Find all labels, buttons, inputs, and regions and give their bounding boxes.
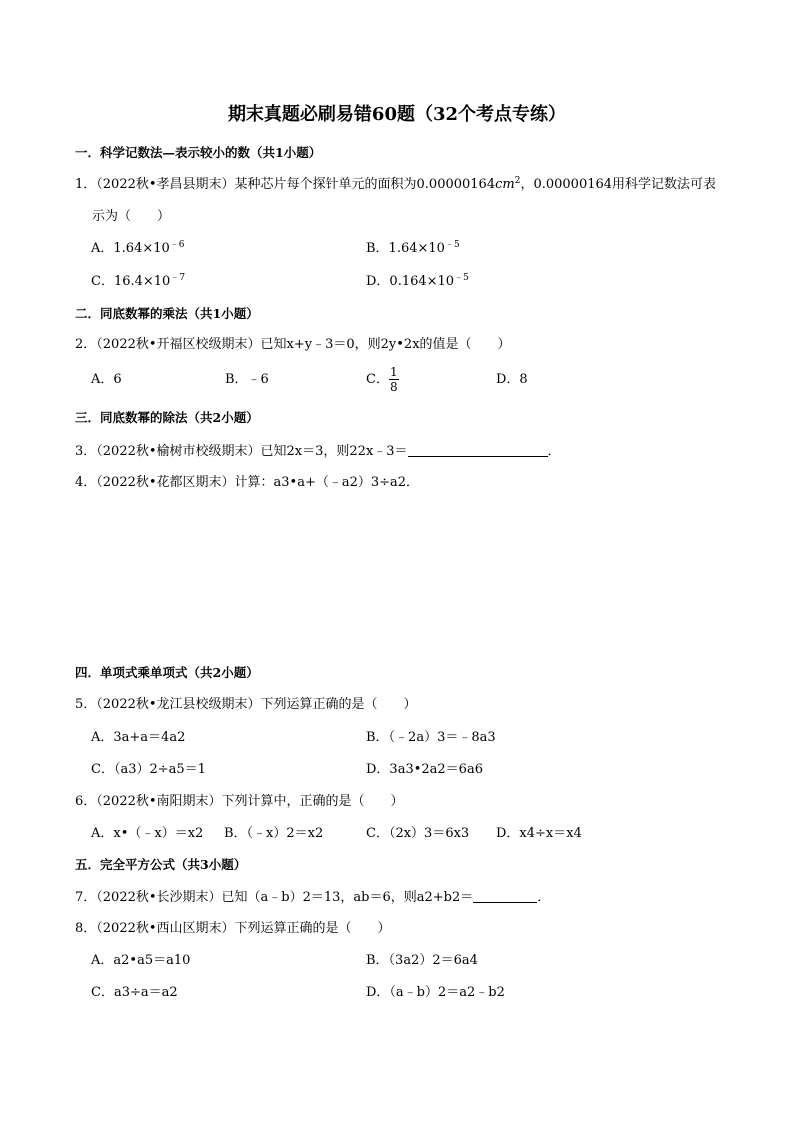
section-heading-1: 一．科学记数法—表示较小的数（共1小题） [75, 145, 322, 160]
question-7-end: ． [537, 890, 551, 905]
option-label: B．1.64×10 [366, 241, 445, 256]
question-1-prefix: 1．（2022秋•孝昌县期末）某种芯片每个探针单元的面积为0.00000164 [75, 177, 496, 192]
question-1-unit: cm [495, 177, 515, 192]
question-2-option-b[interactable]: B．﹣6 [225, 372, 269, 387]
question-5-option-a[interactable]: A．3a+a＝4a2 [91, 730, 186, 745]
question-1-option-b[interactable] [366, 242, 460, 255]
section-heading-4: 四．单项式乘单项式（共2小题） [75, 665, 259, 680]
option-exponent: ﹣7 [170, 273, 186, 284]
question-4: 4．（2022秋•花都区期末）计算：a3•a+（﹣a2）3÷a2． [75, 475, 420, 490]
option-label: C．16.4×10 [91, 274, 171, 289]
question-1-unit-exp: 2 [514, 176, 521, 187]
question-1 [75, 178, 716, 191]
question-2-option-a[interactable]: A．6 [91, 372, 122, 387]
option-label: C． [366, 372, 389, 387]
answer-blank[interactable] [408, 444, 548, 457]
question-3-end: ． [547, 444, 561, 459]
question-8-option-c[interactable]: C．a3÷a＝a2 [91, 985, 178, 1000]
question-6-option-c[interactable]: C．（2x）3＝6x3 [366, 826, 470, 841]
question-8-option-d[interactable]: D．（a﹣b）2＝a2﹣b2 [366, 985, 505, 1000]
option-exponent: ﹣6 [169, 240, 185, 251]
question-2: 2．（2022秋•开福区校级期末）已知x+y﹣3＝0，则2y•2x的值是（ ） [75, 337, 511, 352]
section-heading-2: 二．同底数幂的乘法（共1小题） [75, 306, 259, 321]
question-1-line2: 示为（ ） [92, 209, 171, 224]
question-3 [75, 444, 561, 458]
question-5-option-b[interactable]: B．（﹣2a）3＝﹣8a3 [366, 730, 496, 745]
question-2-option-c[interactable] [366, 365, 399, 394]
section-heading-5: 五．完全平方公式（共3小题） [75, 857, 247, 872]
question-7 [75, 890, 550, 904]
fraction-numerator: 1 [389, 365, 398, 379]
question-6-option-d[interactable]: D．x4÷x＝x4 [496, 826, 582, 841]
question-5: 5．（2022秋•龙江县校级期末）下列运算正确的是（ ） [75, 697, 417, 712]
answer-blank[interactable] [473, 890, 537, 903]
question-6-option-a[interactable]: A．x•（﹣x）＝x2 [91, 826, 204, 841]
question-5-option-d[interactable]: D．3a3•2a2＝6a6 [366, 762, 483, 777]
fraction [389, 365, 399, 394]
question-2-option-d[interactable]: D．8 [496, 372, 528, 387]
question-7-text: 7．（2022秋•长沙期末）已知（a﹣b）2＝13，ab＝6，则a2+b2＝ [75, 890, 474, 905]
question-6: 6．（2022秋•南阳期末）下列计算中，正确的是（ ） [75, 794, 404, 809]
page-title: 期末真题必刷易错60题（32个考点专练） [227, 104, 567, 125]
section-heading-3: 三．同底数幂的除法（共2小题） [75, 410, 259, 425]
question-8: 8．（2022秋•西山区期末）下列运算正确的是（ ） [75, 921, 391, 936]
option-label: A．1.64×10 [91, 241, 170, 256]
question-1-option-d[interactable] [366, 275, 469, 288]
question-8-option-a[interactable]: A．a2•a5＝a10 [91, 953, 191, 968]
question-8-option-b[interactable]: B．（3a2）2＝6a4 [366, 953, 478, 968]
option-label: D．0.164×10 [366, 274, 455, 289]
option-exponent: ﹣5 [444, 240, 460, 251]
question-1-option-a[interactable] [91, 242, 185, 255]
question-1-option-c[interactable] [91, 275, 185, 288]
question-5-option-c[interactable]: C．（a3）2÷a5＝1 [91, 762, 206, 777]
question-6-option-b[interactable]: B．（﹣x）2＝x2 [224, 826, 324, 841]
question-1-suffix: ，0.00000164用科学记数法可表 [520, 177, 717, 192]
question-3-text: 3．（2022秋•榆树市校级期末）已知2x＝3，则22x﹣3＝ [75, 444, 408, 459]
fraction-denominator: 8 [389, 380, 398, 394]
option-exponent: ﹣5 [454, 273, 469, 284]
